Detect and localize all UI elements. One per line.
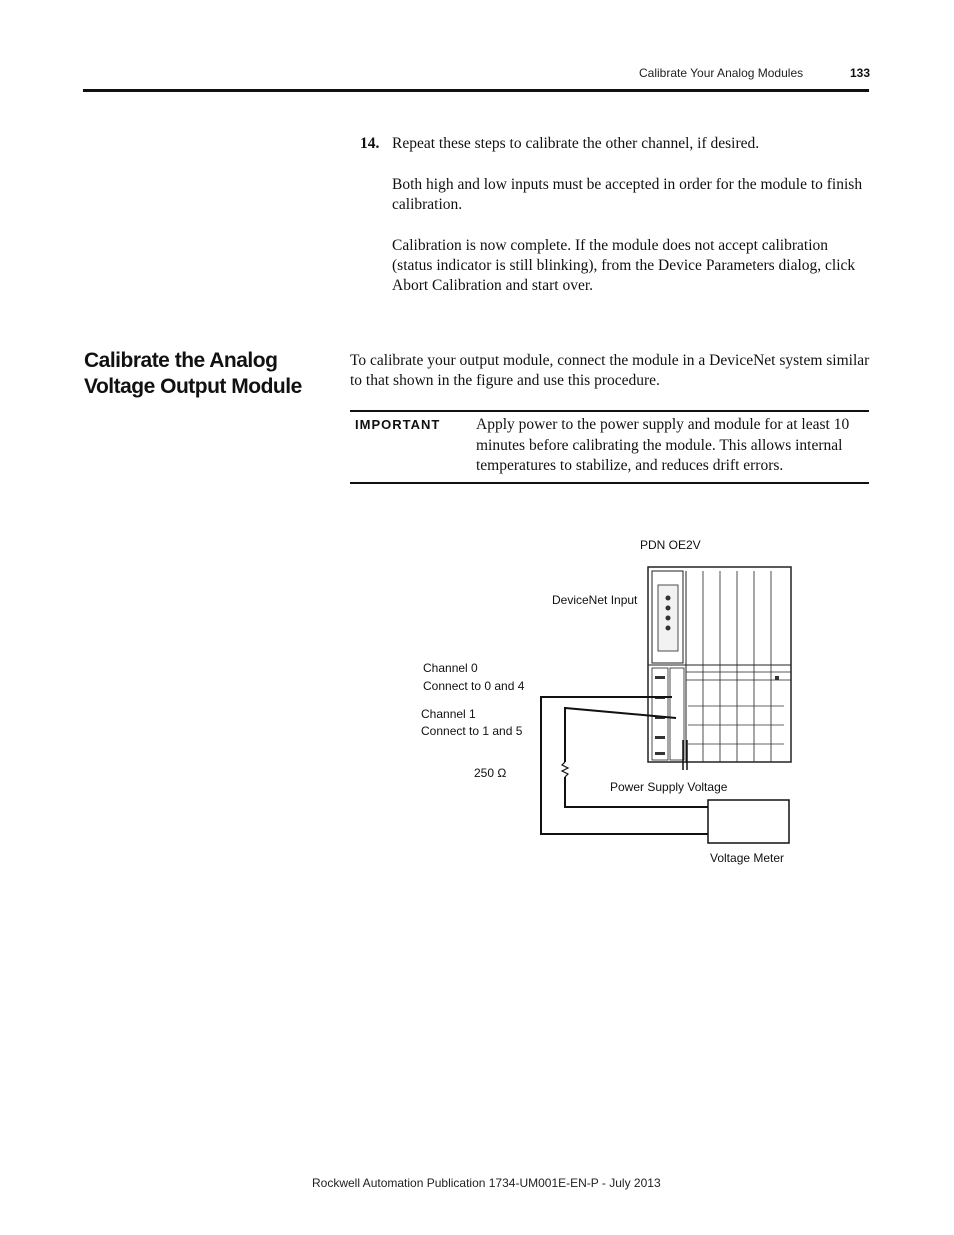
section-intro: To calibrate your output module, connect the module in a DeviceNet system similar to that shown in the figure and use this procedure. — [350, 352, 870, 389]
page-number: 133 — [850, 66, 871, 80]
wires — [541, 697, 708, 834]
section-title-line1: Calibrate the Analog — [84, 349, 278, 372]
channel1-label: Channel 1 — [421, 707, 476, 721]
channel1-connect-label: Connect to 1 and 5 — [421, 724, 523, 738]
publication-footer: Rockwell Automation Publication 1734-UM001E-EN-P - July 2013 — [312, 1176, 661, 1190]
pdn-label: PDN OE2V — [640, 538, 701, 552]
section-title-line2: Voltage Output Module — [84, 375, 302, 398]
important-text: Apply power to the power supply and module for at least 10 minutes before calibrating the module. This allows internal temperatures to stabilize, and reduces drift errors. — [476, 416, 850, 474]
step-note-complete: Calibration is now complete. If the module does not accept calibration (status indicator is still blinking), from the Device Parameters dialog, click Abort Calibration and start over. — [392, 237, 856, 294]
channel0-label: Channel 0 — [423, 661, 478, 675]
important-label: IMPORTANT — [355, 417, 441, 432]
step-number: 14. — [360, 135, 380, 152]
channel0-connect-label: Connect to 0 and 4 — [423, 679, 525, 693]
power-supply-label: Power Supply Voltage — [610, 780, 728, 794]
resistor-label: 250 Ω — [474, 766, 507, 780]
step-text: Repeat these steps to calibrate the other channel, if desired. — [392, 135, 760, 152]
running-header: Calibrate Your Analog Modules — [639, 66, 804, 80]
step-note-inputs: Both high and low inputs must be accepted in order for the module to finish calibration. — [392, 176, 863, 213]
voltage-meter-label: Voltage Meter — [710, 851, 785, 865]
voltage-meter-box — [708, 800, 789, 843]
devicenet-input-label: DeviceNet Input — [552, 593, 638, 607]
